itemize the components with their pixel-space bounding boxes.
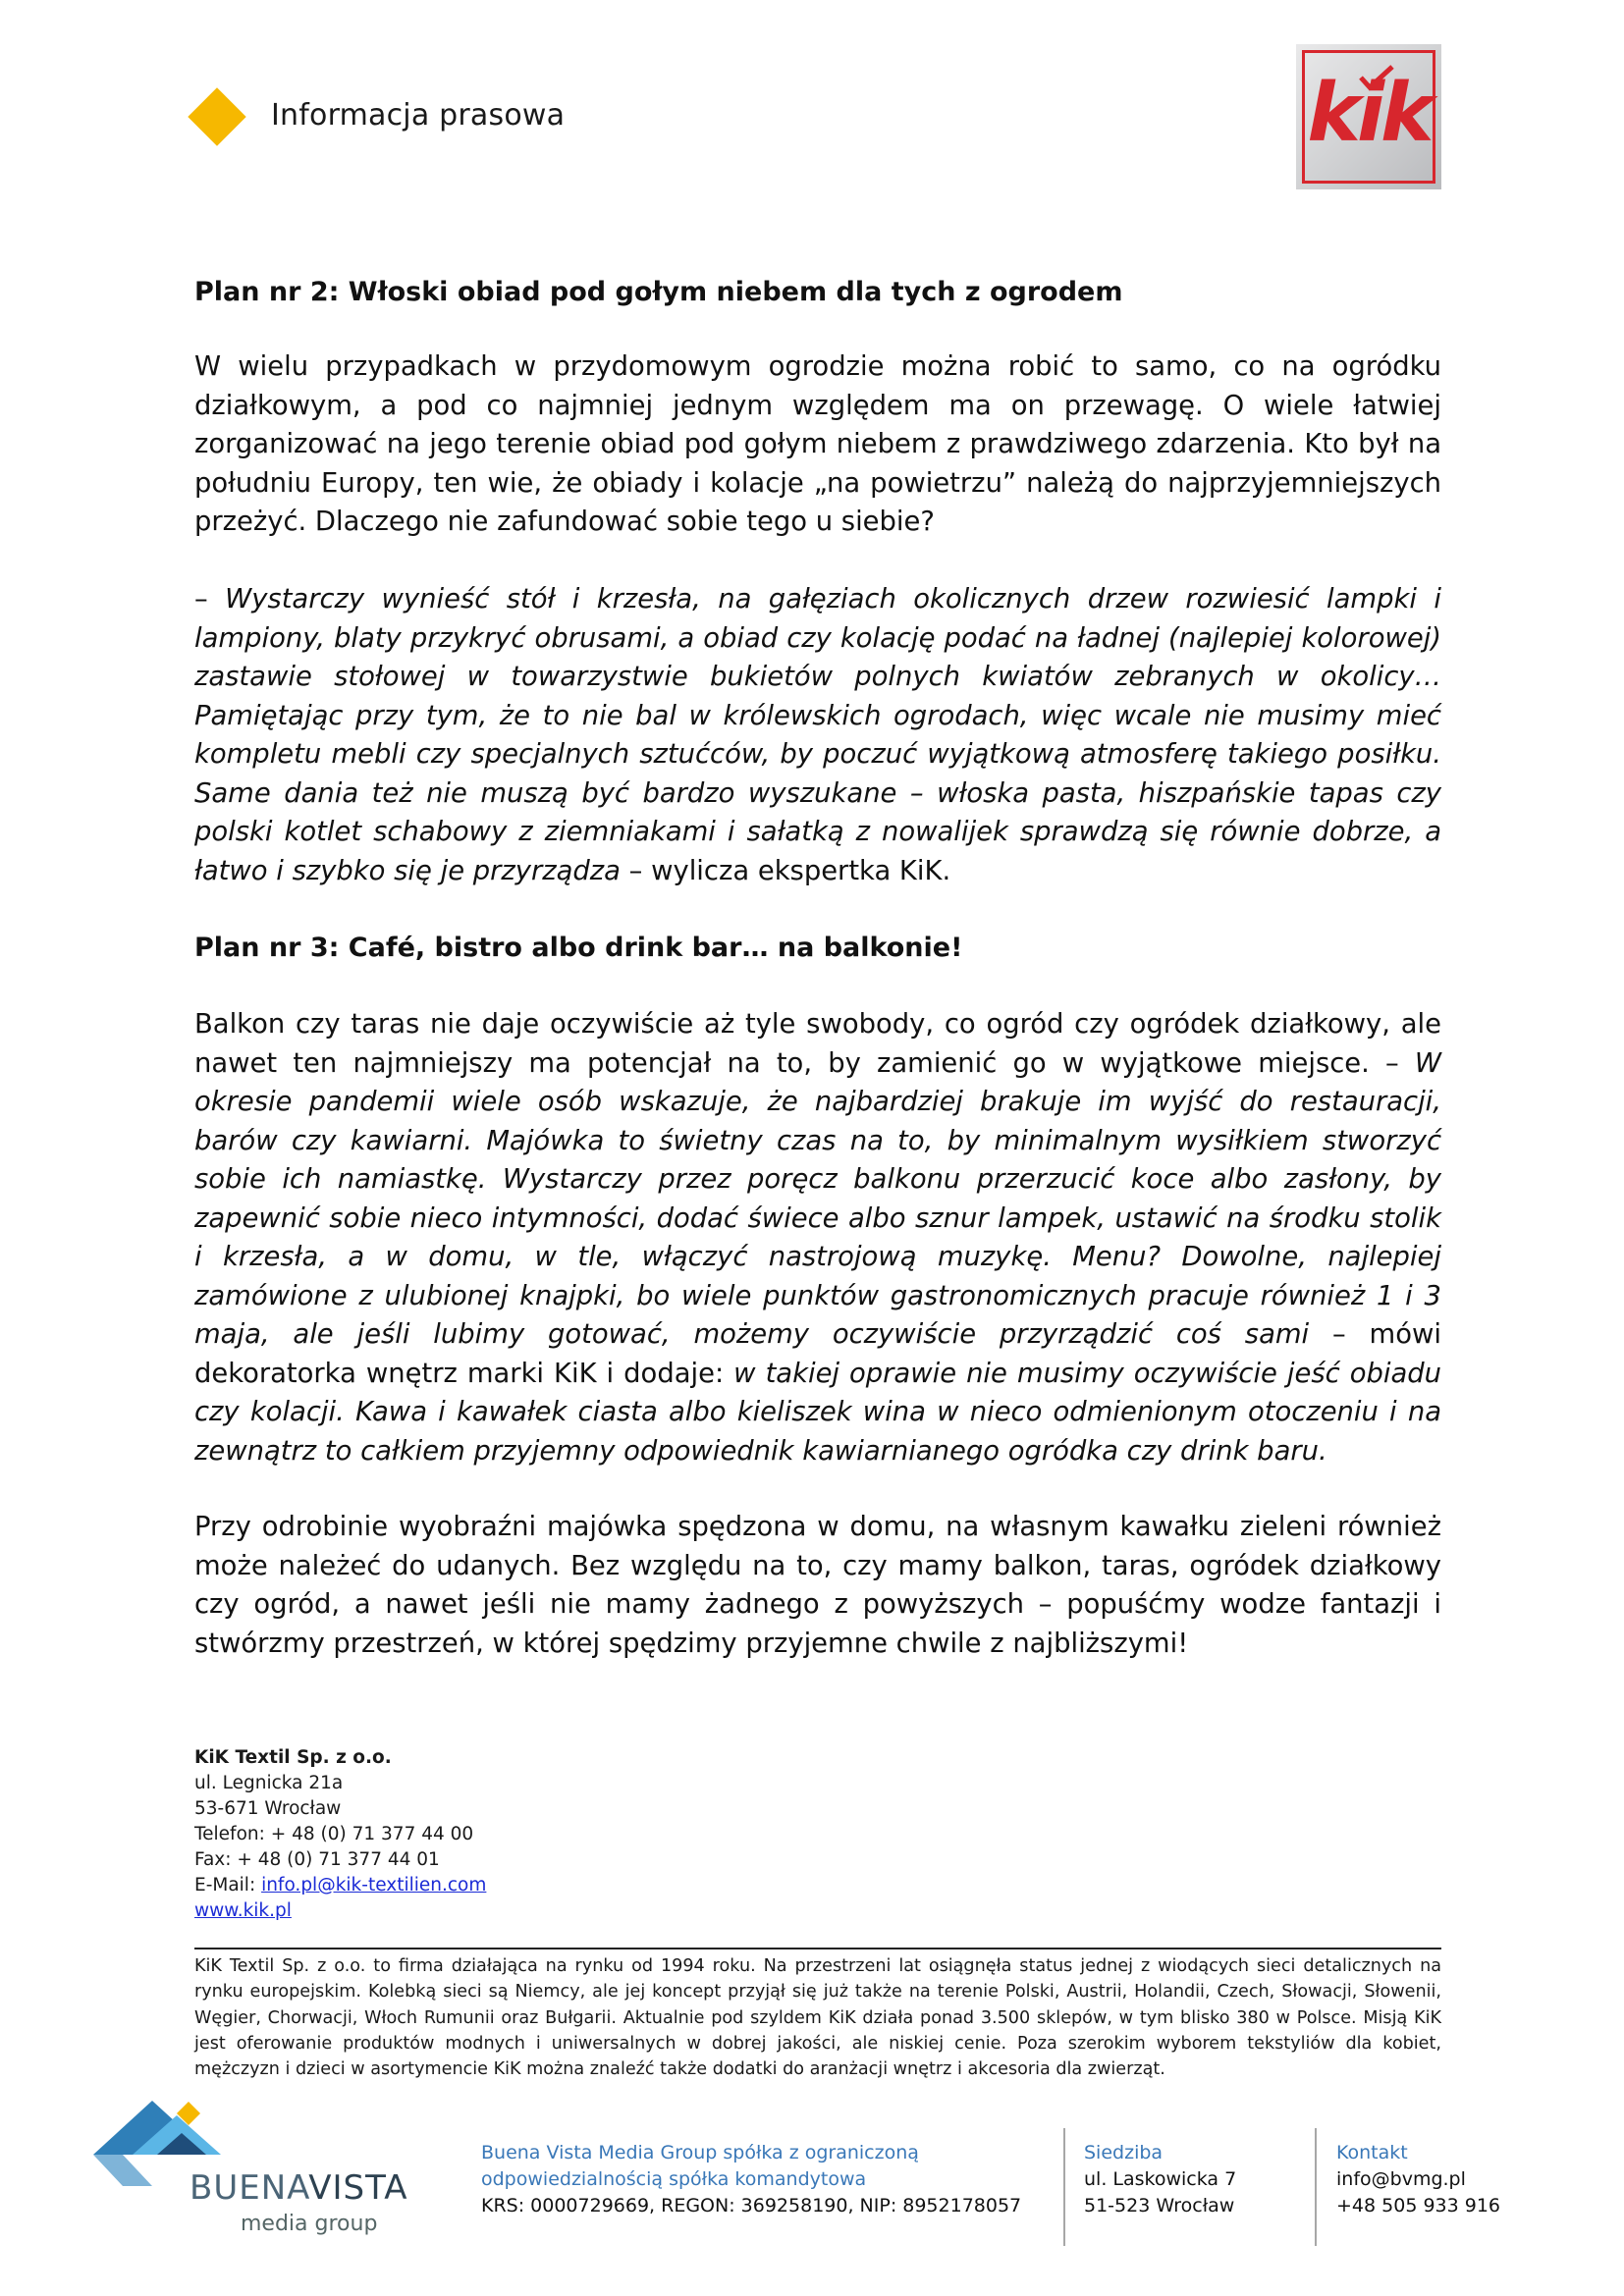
kik-logo bbox=[1296, 44, 1441, 189]
agency-contact bbox=[1336, 2140, 1500, 2219]
seat-city: 51-523 Wrocław bbox=[1084, 2195, 1235, 2216]
company-fax: Fax: + 48 (0) 71 377 44 01 bbox=[194, 1849, 440, 1870]
agency-registry: KRS: 0000729669, REGON: 369258190, NIP: 8952178057 bbox=[481, 2195, 1022, 2216]
logo-wordmark bbox=[189, 2168, 407, 2208]
quote-attribution: – wylicza ekspertka KiK. bbox=[620, 855, 951, 886]
plan3-intro: Balkon czy taras nie daje oczywiście aż tyle swobody, co ogród czy ogródek działkowy, ale nawet ten najmniejszy ma potencjał na to, by zamienić go w wyjątkowe miejsce. – bbox=[194, 1009, 1441, 1079]
seat-label: Siedziba bbox=[1084, 2142, 1164, 2163]
agency-email[interactable]: info@bvmg.pl bbox=[1336, 2168, 1466, 2190]
quote-dash: – bbox=[194, 584, 226, 614]
quote-attribution: – mówi dekoratorka wnętrz marki KiK i dodaje: bbox=[194, 1319, 1441, 1389]
paragraph-closing: Przy odrobinie wyobraźni majówka spędzona w domu, na własnym kawałku zieleni również może należeć do udanych. Bez względu na to, czy mamy balkon, taras, ogródek działkowy czy ogród, a nawet jeśli nie mamy żadnego z powyższych – popuśćmy wodze fantazji i stwórzmy przestrzeń, w której spędzimy przyjemne chwile z najbliższymi! bbox=[194, 1512, 1441, 1659]
agency-name-line2: odpowiedzialnością spółka komandytowa bbox=[481, 2168, 867, 2190]
seat-street: ul. Laskowicka 7 bbox=[1084, 2168, 1237, 2190]
logo-wordmark: kik bbox=[1307, 67, 1431, 160]
document-type-title: Informacja prasowa bbox=[271, 98, 566, 133]
email-label: E-Mail: bbox=[194, 1875, 262, 1896]
company-contact-block bbox=[194, 1745, 486, 1924]
paragraph-plan2-quote bbox=[194, 580, 1441, 890]
contact-label: Kontakt bbox=[1336, 2142, 1408, 2163]
agency-phone: +48 505 933 916 bbox=[1336, 2195, 1501, 2216]
vertical-divider bbox=[1315, 2128, 1317, 2246]
section-heading-plan3: Plan nr 3: Café, bistro albo drink bar… na balkonie! bbox=[194, 933, 963, 963]
logo-word-buena: BUENA bbox=[189, 2168, 309, 2208]
agency-details bbox=[481, 2140, 1021, 2219]
company-phone: Telefon: + 48 (0) 71 377 44 00 bbox=[194, 1824, 474, 1844]
decorator-quote-1: W okresie pandemii wiele osób wskazuje, że najbardziej brakuje im wyjść do restauracji, barów czy kawiarni. Majówka to świetny czas na to, by minimalnym wysiłkiem stworzyć sobie ich namiastkę. Wystarczy przez poręcz balkonu przerzucić koce albo zasłony, by zapewnić sobie nieco intymności, dodać świece albo sznur lampek, ustawić na środku stolik i krzesła, a w domu, w tle, włączyć nastrojową muzykę. Menu? Dowolne, najlepiej zamówione z ulubionej knajpki, bo wiele punktów gastronomicznych pracuje również 1 i 3 maja, ale jeśli lubimy gotować, możemy oczywiście przyrządzić coś sami bbox=[194, 1047, 1441, 1350]
company-name: KiK Textil Sp. z o.o. bbox=[194, 1747, 392, 1768]
divider bbox=[194, 1948, 1441, 1949]
expert-quote: Wystarczy wynieść stół i krzesła, na gałęziach okolicznych drzew rozwiesić lampki i lampiony, blaty przykryć obrusami, a obiad czy kolację podać na ładnej (najlepiej kolorowej) zastawie stołowej w towarzystwie bukietów polnych kwiatów zebranych w okolicy… Pamiętając przy tym, że to nie bal w królewskich ogrodach, więc wcale nie musimy mieć kompletu mebli czy specjalnych sztućców, by poczuć wyjątkową atmosferę takiego posiłku. Same dania też nie muszą być bardzo wyszukane – włoska pasta, hiszpańskie tapas czy polski kotlet schabowy z ziemniakami i sałatką z nowalijek sprawdzą się równie dobrze, a łatwo i szybko się je przyrządza bbox=[194, 584, 1441, 886]
logo-subtitle: media group bbox=[241, 2212, 378, 2236]
email-link[interactable]: info.pl@kik-textilien.com bbox=[261, 1875, 487, 1896]
company-email-row bbox=[194, 1873, 486, 1898]
company-boilerplate: KiK Textil Sp. z o.o. to firma działająca na rynku od 1994 roku. Na przestrzeni lat osiągnęła status jednej z wiodących sieci detalicznych na rynku europejskim. Kolebką sieci są Niemcy, ale jej koncept przyjął się już także na terenie Polski, Austrii, Holandii, Czech, Słowacji, Słowenii, Węgier, Chorwacji, Włoch Rumunii oraz Bułgarii. Aktualnie pod szyldem KiK działa ponad 3.500 sklepów, w tym blisko 380 w Polsce. Misją KiK jest oferowanie produktów modnych i uniwersalnych w dobrej jakości, ale niskiej cenie. Poza szerokim wyborem tekstyliów dla kobiet, mężczyzn i dzieci w asortymencie KiK można znaleźć także dodatki do aranżacji wnętrz i akcesoria dla zwierząt. bbox=[194, 1956, 1441, 2080]
agency-seat bbox=[1084, 2140, 1236, 2219]
company-street: ul. Legnicka 21a bbox=[194, 1773, 344, 1793]
decorator-quote-2: w takiej oprawie nie musimy oczywiście jeść obiadu czy kolacji. Kawa i kawałek ciasta albo kieliszek wina w nieco odmienionym otoczeniu i na zewnątrz to całkiem przyjemny odpowiednik kawiarnianego ogródka czy drink baru. bbox=[194, 1358, 1441, 1467]
paragraph-plan3 bbox=[194, 1005, 1441, 1470]
logo-word-vista: VISTA bbox=[308, 2168, 408, 2208]
agency-name-line1: Buena Vista Media Group spółka z ograniczoną bbox=[481, 2142, 919, 2163]
paragraph-plan2-intro: W wielu przypadkach w przydomowym ogrodzie można robić to samo, co na ogródku działkowym, a pod co najmniej jednym względem ma on przewagę. O wiele łatwiej zorganizować na jego terenie obiad pod gołym niebem z prawdziwego zdarzenia. Kto był na południu Europy, ten wie, że obiady i kolacje „na powietrzu” należą do najprzyjemniejszych przeżyć. Dlaczego nie zafundować sobie tego u siebie? bbox=[194, 351, 1441, 537]
diamond-bullet-icon bbox=[188, 87, 245, 145]
company-city: 53-671 Wrocław bbox=[194, 1798, 342, 1819]
buenavista-logo bbox=[83, 2096, 437, 2253]
vertical-divider bbox=[1063, 2128, 1065, 2246]
website-link[interactable]: www.kik.pl bbox=[194, 1900, 292, 1921]
section-heading-plan2: Plan nr 2: Włoski obiad pod gołym niebem dla tych z ogrodem bbox=[194, 277, 1123, 307]
